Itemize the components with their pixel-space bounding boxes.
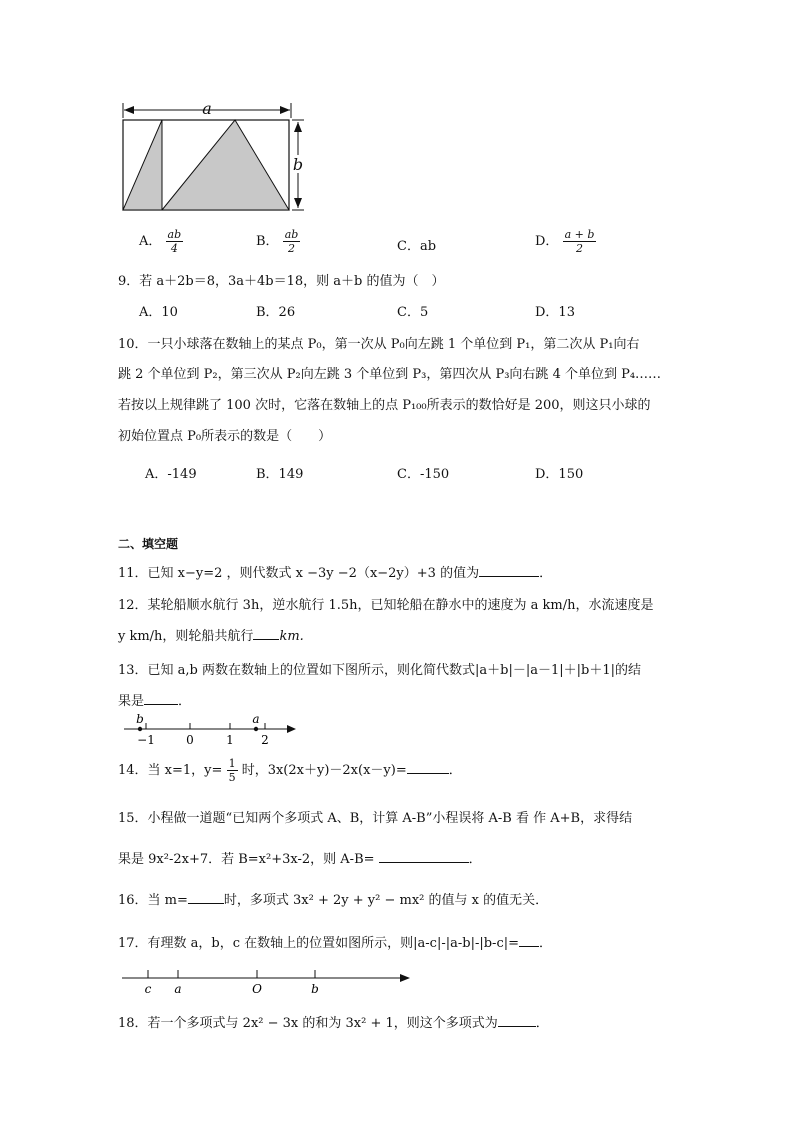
number-line-q13 [120, 712, 305, 747]
q18-blank[interactable] [498, 1014, 536, 1027]
q8-option-d[interactable] [535, 228, 596, 255]
q11-blank[interactable] [479, 564, 539, 577]
q11-text: 11．已知 x−y=2 ，则代数式 x −3y −2（x−2y）+3 的值为 [118, 566, 480, 581]
q10-option-d[interactable]: D．150 [535, 467, 584, 482]
q8-b-numerator: ab [284, 228, 299, 241]
q15-end: ． [468, 852, 482, 867]
q9-option-a[interactable]: A．10 [139, 305, 178, 320]
q11-end: ． [539, 566, 553, 581]
q9-option-d[interactable]: D．13 [535, 305, 575, 320]
q10-line-1: 10．一只小球落在数轴上的某点 P₀，第一次从 P₀向左跳 1 个单位到 P₁，第二次从 P₁向右 [118, 337, 640, 352]
q14-blank[interactable] [407, 761, 449, 774]
q14 [118, 757, 462, 784]
q18 [118, 1012, 549, 1031]
q10-line-4: 初始位置点 P₀所表示的数是（ ） [118, 429, 332, 444]
label-b: b [292, 155, 304, 174]
q14-numerator: 1 [228, 757, 236, 770]
q13-line-2 [118, 690, 191, 709]
q9-text: 9．若 a＋2b＝8，3a＋4b＝18，则 a＋b 的值为（ ） [118, 274, 445, 289]
q17 [118, 932, 552, 951]
nl17-label-a: a [174, 982, 182, 996]
q10-option-b[interactable]: B．149 [256, 467, 304, 482]
q9-option-c[interactable]: C．5 [397, 305, 429, 320]
q18-end: ． [535, 1016, 549, 1031]
nl13-tick-minus1: −1 [137, 733, 155, 747]
q8-a-denominator: 4 [170, 242, 178, 255]
number-line-q17 [118, 964, 418, 998]
q14-suffix: 时，3x(2x＋y)－2x(x－y)= [241, 763, 407, 778]
q16-blank[interactable] [188, 891, 224, 904]
q15-line-1: 15．小程做一道题“已知两个多项式 A、B，计算 A-B”小程误将 A-B 看 作 A+B，求得结 [118, 811, 633, 826]
q14-prefix: 14．当 x=1，y= [118, 763, 223, 778]
q13-blank[interactable] [144, 692, 178, 705]
q18-text: 18．若一个多项式与 2x² − 3x 的和为 3x² + 1，则这个多项式为 [118, 1016, 498, 1031]
q15-line-2 [118, 848, 482, 867]
nl17-label-c: c [144, 982, 152, 996]
nl13-label-b: b [136, 712, 144, 726]
q12-line-1: 12．某轮船顺水航行 3h，逆水航行 1.5h，已知轮船在静水中的速度为 a km/h，水流速度是 [118, 598, 654, 613]
q9-option-b[interactable]: B．26 [256, 305, 296, 320]
q8-b-denominator: 2 [288, 242, 295, 255]
nl17-label-b: b [311, 982, 319, 996]
label-a: a [202, 100, 212, 118]
rectangle-triangle-figure [110, 100, 310, 215]
q8-option-c[interactable]: C．ab [397, 239, 437, 254]
q16-prefix: 16．当 m= [118, 893, 188, 908]
q16-middle: 时，多项式 3x² + 2y + y² − mx² 的值与 x 的值无关． [223, 893, 549, 908]
nl13-tick-1: 1 [226, 733, 234, 747]
q10-line-2: 跳 2 个单位到 P₂，第三次从 P₂向左跳 3 个单位到 P₃，第四次从 P₃向右跳 4 个单位到 P₄…… [118, 367, 662, 382]
q12-blank[interactable] [253, 627, 279, 640]
q8-option-a-prefix: A． [139, 234, 162, 249]
q10-line-3: 若按以上规律跳了 100 次时，它落在数轴上的点 P₁₀₀所表示的数恰好是 200，则这只小球的 [118, 398, 651, 413]
q11 [118, 562, 552, 581]
nl13-tick-0: 0 [186, 733, 194, 747]
q10-option-c[interactable]: C．-150 [397, 467, 450, 482]
q16 [118, 889, 548, 908]
nl13-tick-2: 2 [261, 733, 269, 747]
q8-d-numerator: a + b [564, 228, 595, 241]
q10-option-a[interactable]: A．-149 [145, 467, 197, 482]
q13-line-2-text: 果是 [118, 694, 145, 709]
q8-option-b-prefix: B． [256, 234, 279, 249]
q12-unit: km. [279, 629, 304, 644]
q15-line-2-text: 果是 9x²-2x+7．若 B=x²+3x-2，则 A-B= [118, 852, 375, 867]
q15-blank[interactable] [379, 850, 469, 863]
section-title: 二、填空题 [118, 537, 179, 551]
q17-end: ． [539, 936, 553, 951]
q13-line-1: 13．已知 a,b 两数在数轴上的位置如下图所示，则化简代数式|a＋b|－|a－1|＋|b＋1|的结 [118, 663, 641, 678]
q8-a-numerator: ab [167, 228, 182, 241]
q12-line-2 [118, 625, 304, 644]
q14-denominator: 5 [228, 771, 236, 784]
q17-blank[interactable] [519, 934, 539, 947]
q8-option-b[interactable] [256, 228, 300, 255]
nl17-label-o: O [252, 982, 262, 996]
q17-text: 17．有理数 a，b，c 在数轴上的位置如图所示，则|a-c|-|a-b|-|b-c|= [118, 936, 520, 951]
q8-option-d-prefix: D． [535, 234, 559, 249]
q14-end: ． [448, 763, 462, 778]
q13-end: ． [178, 694, 192, 709]
q12-line-2-text: y km/h，则轮船共航行 [118, 629, 254, 644]
q8-option-a[interactable] [139, 228, 183, 255]
nl13-label-a: a [252, 712, 260, 726]
q8-d-denominator: 2 [575, 242, 583, 255]
